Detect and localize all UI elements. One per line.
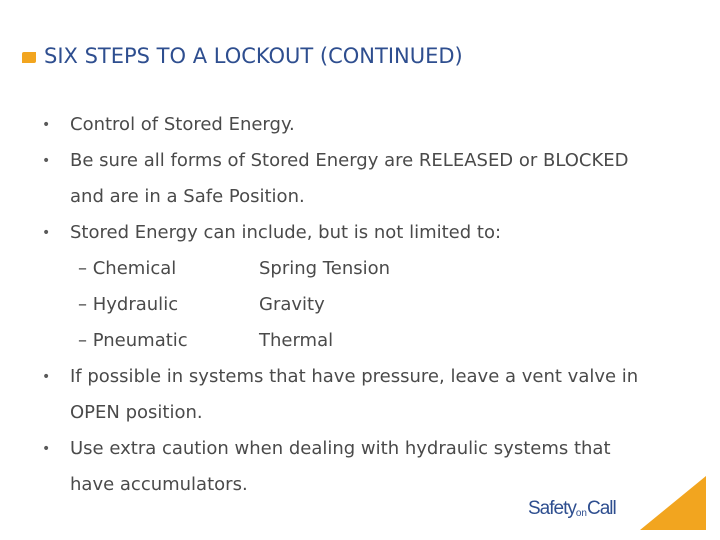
- logo-text-on: on: [575, 508, 587, 519]
- logo-text-safety: Safety: [528, 498, 576, 519]
- dash-icon: –: [78, 294, 87, 315]
- dash-icon: –: [78, 330, 87, 351]
- title-marker: [22, 52, 36, 63]
- energy-type-label: Chemical: [92, 258, 177, 279]
- bullet-text: Stored Energy can include, but is not limited to:: [70, 222, 502, 243]
- dash-icon: –: [78, 258, 87, 279]
- bullet-icon: •: [42, 153, 51, 169]
- energy-type-left: [78, 294, 178, 316]
- bullet-icon: •: [42, 369, 51, 385]
- energy-type-right: Gravity: [259, 294, 325, 315]
- bullet-text-continued: have accumulators.: [70, 474, 248, 495]
- bullet-icon: •: [42, 225, 51, 241]
- energy-type-right: Thermal: [259, 330, 334, 351]
- energy-type-left: [78, 258, 176, 280]
- bullet-text: Use extra caution when dealing with hydraulic systems that: [70, 438, 611, 459]
- logo-text-call: Call: [587, 498, 616, 519]
- bullet-icon: •: [42, 117, 51, 133]
- energy-type-label: Hydraulic: [92, 294, 179, 315]
- bullet-text-continued: and are in a Safe Position.: [70, 186, 305, 207]
- bullet-text: Be sure all forms of Stored Energy are RELEASED or BLOCKED: [70, 150, 629, 171]
- bullet-text: Control of Stored Energy.: [70, 114, 295, 135]
- bullet-icon: •: [42, 441, 51, 457]
- bullet-text-continued: OPEN position.: [70, 402, 203, 423]
- slide-title: SIX STEPS TO A LOCKOUT (CONTINUED): [44, 44, 463, 68]
- corner-triangle-icon: [640, 476, 706, 530]
- energy-type-label: Pneumatic: [92, 330, 188, 351]
- energy-type-right: Spring Tension: [259, 258, 391, 279]
- energy-type-left: [78, 330, 188, 352]
- safety-on-call-logo: [528, 498, 616, 520]
- bullet-text: If possible in systems that have pressure, leave a vent valve in: [70, 366, 639, 387]
